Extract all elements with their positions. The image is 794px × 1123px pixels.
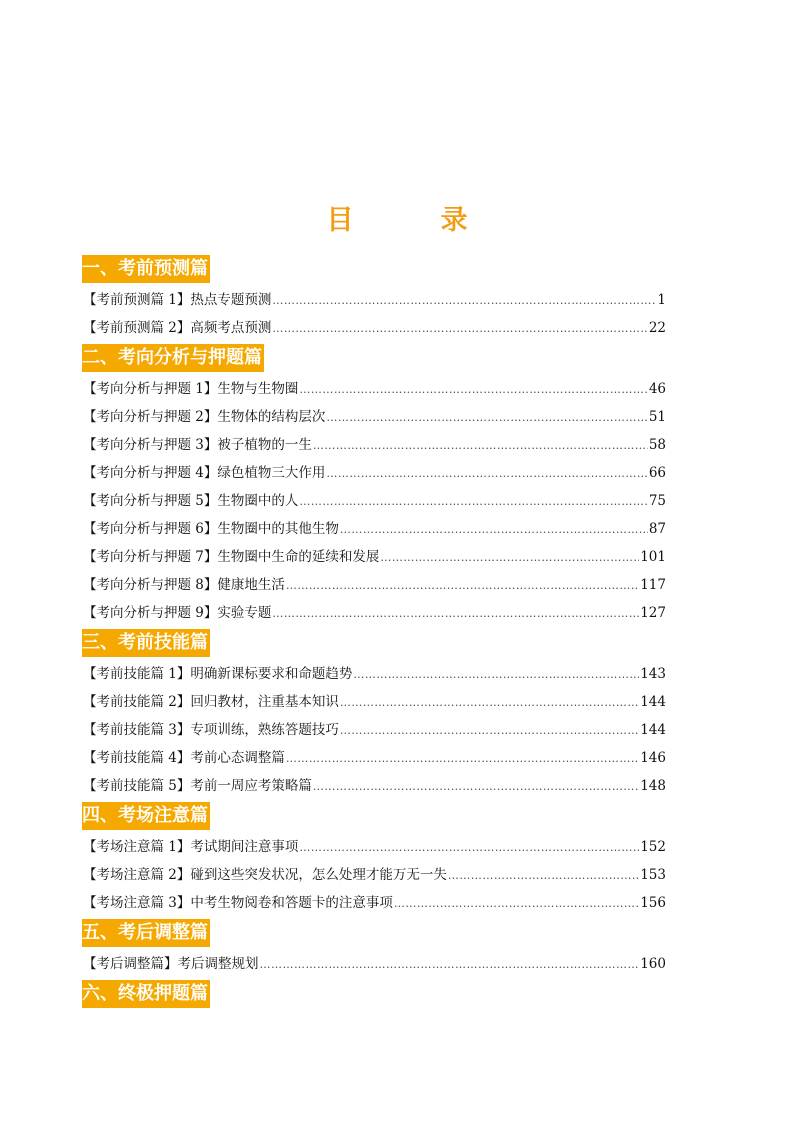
- section-heading: 一、考前预测篇: [82, 255, 210, 283]
- leader-dots: [313, 432, 648, 460]
- section-heading: 六、终极押题篇: [82, 980, 210, 1008]
- toc-section: [82, 253, 682, 342]
- entry-label: 【考前技能篇 5】考前一周应考策略篇: [83, 778, 312, 794]
- toc-entry[interactable]: [82, 515, 666, 543]
- entry-label: 【考向分析与押题 7】生物圈中生命的延续和发展: [83, 549, 380, 565]
- toc-entry[interactable]: [82, 403, 666, 431]
- toc-entry[interactable]: [82, 889, 666, 917]
- section-heading: 四、考场注意篇: [82, 802, 210, 830]
- leader-dots: [286, 572, 639, 600]
- leader-dots: [299, 488, 647, 516]
- leader-dots: [286, 745, 639, 773]
- entry-label: 【考前技能篇 2】回归教材，注重基本知识: [83, 694, 339, 710]
- toc-title: 目 录: [326, 205, 498, 236]
- toc-entry[interactable]: [82, 431, 666, 459]
- leader-dots: [326, 404, 647, 432]
- toc-section: [82, 627, 682, 800]
- entry-label: 【考向分析与押题 6】生物圈中的其他生物: [83, 521, 339, 537]
- entry-page: 160: [640, 956, 666, 972]
- entry-page: 75: [648, 493, 666, 509]
- entry-label: 【考向分析与押题 9】实验专题: [83, 605, 272, 621]
- entry-page: 144: [640, 722, 666, 738]
- entry-page: 101: [640, 549, 666, 565]
- leader-dots: [299, 834, 639, 862]
- leader-dots: [260, 951, 640, 979]
- table-of-contents: [82, 253, 682, 1011]
- entry-label: 【考场注意篇 3】中考生物阅卷和答题卡的注意事项: [83, 895, 393, 911]
- toc-entry[interactable]: [82, 459, 666, 487]
- toc-section: [82, 978, 682, 1011]
- entry-page: 46: [648, 381, 666, 397]
- section-heading: 二、考向分析与押题篇: [82, 344, 264, 372]
- leader-dots: [272, 287, 656, 315]
- leader-dots: [326, 460, 647, 488]
- toc-entry[interactable]: [82, 833, 666, 861]
- entry-page: 127: [640, 605, 666, 621]
- section-heading: 五、考后调整篇: [82, 919, 210, 947]
- toc-section: [82, 342, 682, 627]
- entry-page: 143: [640, 666, 666, 682]
- leader-dots: [340, 717, 639, 745]
- toc-section: [82, 917, 682, 978]
- entry-label: 【考后调整篇】考后调整规划: [83, 956, 259, 972]
- toc-entry[interactable]: [82, 716, 666, 744]
- entry-page: 117: [640, 577, 666, 593]
- entry-label: 【考前预测篇 1】热点专题预测: [83, 292, 272, 308]
- toc-entry[interactable]: [82, 660, 666, 688]
- entry-page: 156: [640, 895, 666, 911]
- entry-page: 51: [648, 409, 666, 425]
- toc-entry[interactable]: [82, 286, 666, 314]
- entry-page: 22: [648, 320, 666, 336]
- entry-page: 146: [640, 750, 666, 766]
- entry-label: 【考场注意篇 1】考试期间注意事项: [83, 839, 299, 855]
- entry-label: 【考前技能篇 4】考前心态调整篇: [83, 750, 285, 766]
- entry-label: 【考前预测篇 2】高频考点预测: [83, 320, 272, 336]
- toc-entry[interactable]: [82, 744, 666, 772]
- toc-section: [82, 800, 682, 917]
- leader-dots: [272, 600, 639, 628]
- entry-label: 【考场注意篇 2】碰到这些突发状况，怎么处理才能万无一失: [83, 867, 447, 883]
- leader-dots: [394, 890, 639, 918]
- entry-label: 【考向分析与押题 2】生物体的结构层次: [83, 409, 326, 425]
- toc-entry[interactable]: [82, 861, 666, 889]
- entry-page: 144: [640, 694, 666, 710]
- toc-entry[interactable]: [82, 772, 666, 800]
- entry-label: 【考向分析与押题 1】生物与生物圈: [83, 381, 299, 397]
- entry-page: 1: [657, 292, 666, 308]
- leader-dots: [272, 315, 647, 343]
- entry-page: 66: [648, 465, 666, 481]
- entry-label: 【考向分析与押题 4】绿色植物三大作用: [83, 465, 326, 481]
- toc-entry[interactable]: [82, 688, 666, 716]
- toc-entry[interactable]: [82, 599, 666, 627]
- section-heading: 三、考前技能篇: [82, 629, 210, 657]
- entry-page: 152: [640, 839, 666, 855]
- leader-dots: [380, 544, 639, 572]
- entry-page: 153: [640, 867, 666, 883]
- toc-entry[interactable]: [82, 375, 666, 403]
- leader-dots: [340, 516, 648, 544]
- entry-page: 148: [640, 778, 666, 794]
- leader-dots: [313, 773, 639, 801]
- entry-label: 【考向分析与押题 8】健康地生活: [83, 577, 285, 593]
- entry-label: 【考向分析与押题 3】被子植物的一生: [83, 437, 312, 453]
- entry-label: 【考向分析与押题 5】生物圈中的人: [83, 493, 299, 509]
- leader-dots: [340, 689, 639, 717]
- entry-label: 【考前技能篇 1】明确新课标要求和命题趋势: [83, 666, 353, 682]
- toc-entry[interactable]: [82, 950, 666, 978]
- entry-page: 87: [648, 521, 666, 537]
- leader-dots: [299, 376, 647, 404]
- toc-entry[interactable]: [82, 487, 666, 515]
- leader-dots: [448, 862, 639, 890]
- toc-entry[interactable]: [82, 571, 666, 599]
- entry-label: 【考前技能篇 3】专项训练，熟练答题技巧: [83, 722, 339, 738]
- leader-dots: [353, 661, 639, 689]
- toc-entry[interactable]: [82, 314, 666, 342]
- toc-entry[interactable]: [82, 543, 666, 571]
- entry-page: 58: [648, 437, 666, 453]
